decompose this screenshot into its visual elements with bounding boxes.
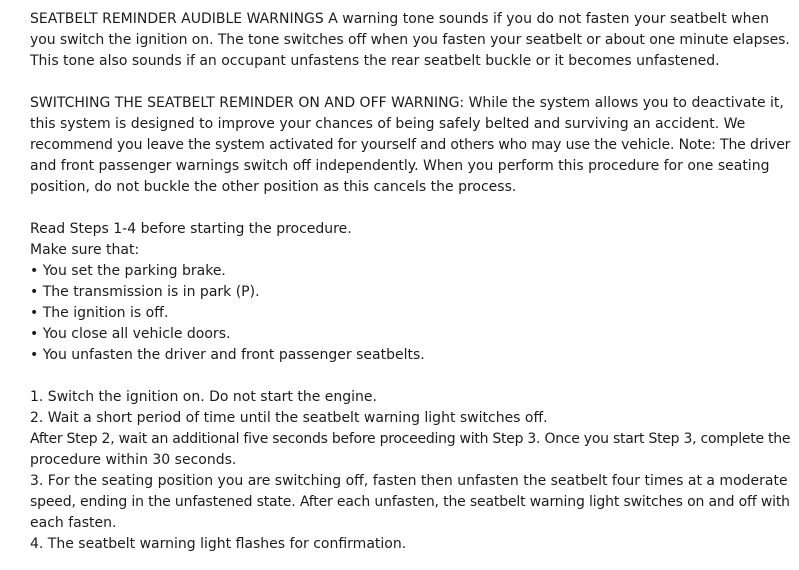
bullet-item: • The transmission is in park (P). xyxy=(30,284,260,300)
step-line: 4. The seatbelt warning light flashes for confirmation. xyxy=(30,536,407,552)
step-line: After Step 2, wait an additional five seconds before proceeding with Step 3. Once you start Step 3, complete the xyxy=(30,431,791,447)
text-line: this system is designed to improve your chances of being safely belted and surviving an accident. We xyxy=(30,116,746,132)
text-line: SEATBELT REMINDER AUDIBLE WARNINGS A warning tone sounds if you do not fasten your seatbelt when xyxy=(30,11,769,27)
paragraph-spacer xyxy=(30,72,790,93)
document-body xyxy=(30,9,790,555)
text-line: you switch the ignition on. The tone switches off when you fasten your seatbelt or about one minute elapses. xyxy=(30,32,790,48)
text-line: recommend you leave the system activated for yourself and others who may use the vehicle. Note: The driver xyxy=(30,137,791,153)
preconditions-section xyxy=(30,219,790,366)
text-line: This tone also sounds if an occupant unfastens the rear seatbelt buckle or it becomes unfastened. xyxy=(30,53,720,69)
step-line: 3. For the seating position you are switching off, fasten then unfasten the seatbelt four times at a moderate xyxy=(30,473,788,489)
text-line: SWITCHING THE SEATBELT REMINDER ON AND OFF WARNING: While the system allows you to deactivate it, xyxy=(30,95,784,111)
audible-warnings-paragraph xyxy=(30,9,790,72)
step-line: each fasten. xyxy=(30,515,117,531)
bullet-item: • You close all vehicle doors. xyxy=(30,326,231,342)
switching-warning-paragraph xyxy=(30,93,790,198)
bullet-item: • The ignition is off. xyxy=(30,305,169,321)
step-line: 1. Switch the ignition on. Do not start the engine. xyxy=(30,389,377,405)
step-line: speed, ending in the unfastened state. After each unfasten, the seatbelt warning light switches on and off with xyxy=(30,494,790,510)
paragraph-spacer xyxy=(30,198,790,219)
bullet-item: • You set the parking brake. xyxy=(30,263,226,279)
preconditions-intro: Read Steps 1-4 before starting the procedure. xyxy=(30,221,352,237)
step-line: procedure within 30 seconds. xyxy=(30,452,237,468)
paragraph-spacer xyxy=(30,366,790,387)
make-sure-label: Make sure that: xyxy=(30,242,140,258)
procedure-steps xyxy=(30,387,790,555)
text-line: position, do not buckle the other position as this cancels the process. xyxy=(30,179,517,195)
bullet-item: • You unfasten the driver and front passenger seatbelts. xyxy=(30,347,425,363)
step-line: 2. Wait a short period of time until the seatbelt warning light switches off. xyxy=(30,410,548,426)
text-line: and front passenger warnings switch off independently. When you perform this procedure for one seating xyxy=(30,158,770,174)
